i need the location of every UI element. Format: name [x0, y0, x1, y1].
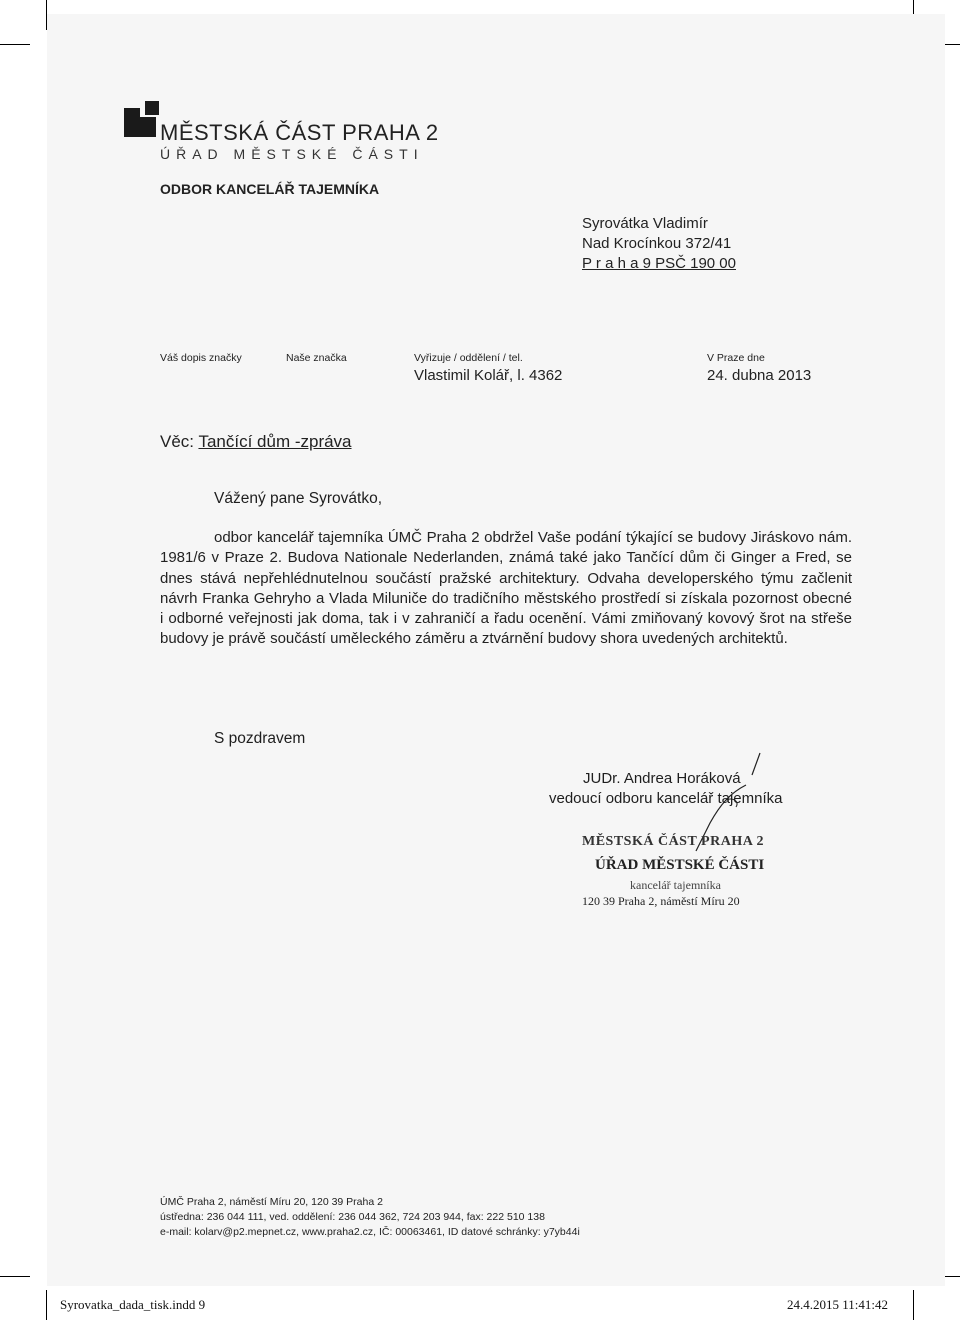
logo-square-large	[124, 117, 156, 137]
logo-square-side	[124, 108, 140, 118]
handled-by-value: Vlastimil Kolář, l. 4362	[414, 367, 563, 384]
recipient-name: Syrovátka Vladimír	[582, 215, 708, 232]
stamp-line-4: 120 39 Praha 2, náměstí Míru 20	[582, 894, 740, 908]
crop-mark	[913, 1290, 914, 1320]
crop-mark	[0, 44, 30, 45]
closing: S pozdravem	[214, 730, 306, 747]
salutation: Vážený pane Syrovátko,	[214, 490, 383, 507]
recipient-street: Nad Krocínkou 372/41	[582, 235, 732, 252]
your-letter-label: Váš dopis značky	[160, 352, 242, 364]
logo-main-text: MĚSTSKÁ ČÁST PRAHA 2	[160, 120, 439, 145]
stamp-line-1: MĚSTSKÁ ČÁST PRAHA 2	[582, 834, 765, 849]
crop-mark	[46, 1290, 47, 1320]
letter-body	[160, 528, 852, 650]
footer-address: ÚMČ Praha 2, náměstí Míru 20, 120 39 Praha 2	[160, 1196, 383, 1208]
subject-label: Věc:	[160, 432, 195, 451]
footer-contact: e-mail: kolarv@p2.mepnet.cz, www.praha2.cz, IČ: 00063461, ID datové schránky: y7yb44i	[160, 1226, 580, 1238]
signatory-name: JUDr. Andrea Horáková	[583, 770, 741, 787]
footer-phones: ústředna: 236 044 111, ved. oddělení: 236 044 362, 724 203 944, fax: 222 510 138	[160, 1211, 545, 1223]
stamp-line-3: kancelář tajemníka	[630, 878, 721, 892]
scanned-letter-page	[47, 14, 945, 1286]
logo-sub-text: ÚŘAD MĚSTSKÉ ČÁSTI	[160, 146, 424, 162]
our-ref-label: Naše značka	[286, 352, 347, 364]
crop-mark	[0, 1276, 30, 1277]
subject-line	[160, 432, 352, 452]
handled-by-label: Vyřizuje / oddělení / tel.	[414, 352, 523, 364]
letter-body-text: odbor kancelář tajemníka ÚMČ Praha 2 obdržel Vaše podání týkající se budovy Jiráskovo nám. 1981/6 v Praze 2. Budova Nationale Nederlanden, známá také jako Tančící dům či Ginger a Fred, se dnes stává nepřehlédnutelnou součástí pražské architektury. Odvaha developerského týmu začlenit návrh Franka Gehryho a Vlada Miluniče do tradičního městského prostředí si získala pozornost obecné i odborné veřejnosti jak doma, tak i v zahraničí a řadu ocenění. Vámi zmiňovaný kovový šrot na střeše budovy je právě součástí uměleckého záměru a ztvárnění budovy shora uvedených architektů.	[160, 529, 852, 648]
logo-square-small	[145, 101, 159, 115]
department-heading: ODBOR KANCELÁŘ TAJEMNÍKA	[160, 181, 380, 197]
date-label: V Praze dne	[707, 352, 765, 364]
subject-text: Tančící dům -zpráva	[198, 432, 352, 451]
recipient-city: P r a h a 9 PSČ 190 00	[582, 255, 736, 272]
date-value: 24. dubna 2013	[707, 367, 812, 384]
print-slug-timestamp: 24.4.2015 11:41:42	[787, 1297, 888, 1312]
print-slug-file: Syrovatka_dada_tisk.indd 9	[60, 1297, 206, 1312]
signatory-title: vedoucí odboru kancelář tajemníka	[549, 790, 783, 807]
stamp-line-2: ÚŘAD MĚSTSKÉ ČÁSTI	[595, 857, 765, 873]
